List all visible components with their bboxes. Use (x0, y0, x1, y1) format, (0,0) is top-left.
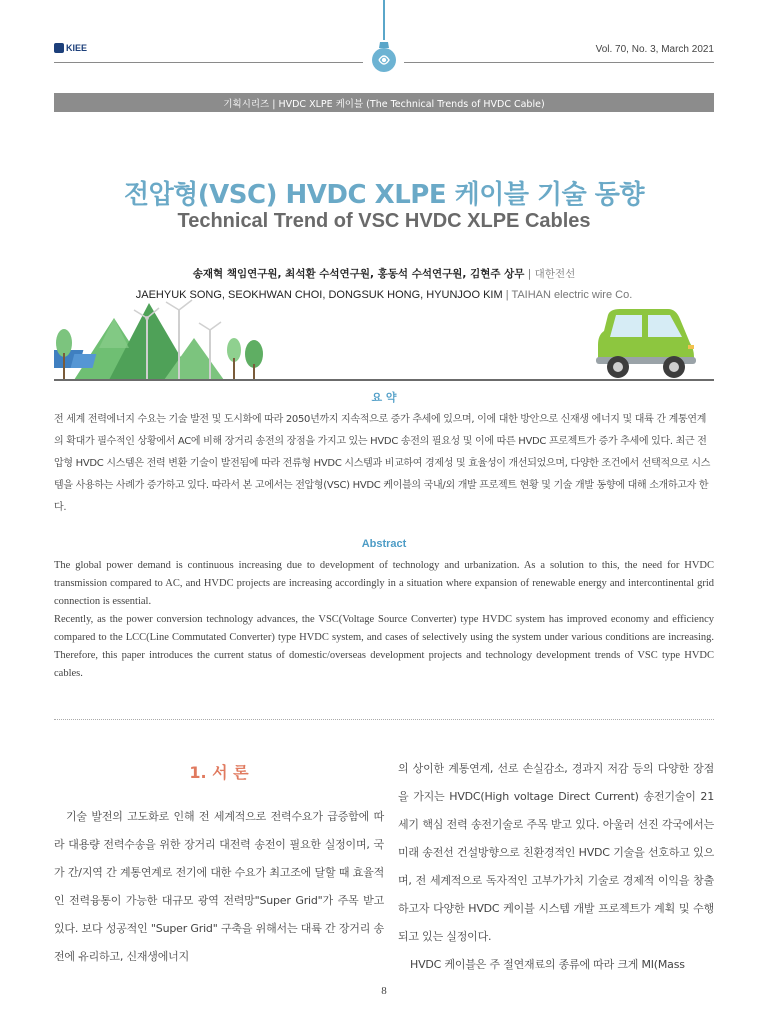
abstract-en-heading: Abstract (361, 538, 407, 550)
electric-car-illustration (590, 305, 700, 380)
authors-english-names: JAEHYUK SONG, SEOKHWAN CHOI, DONGSUK HONG, HYUNJOO KIM (135, 289, 503, 301)
section-1-right-paragraph-2: HVDC 케이블은 주 절연재료의 종류에 따라 크게 MI(Mass (410, 958, 685, 971)
section-1-right-column (398, 755, 714, 979)
ground-rule (54, 379, 714, 381)
section-1-right-paragraph-1: 의 상이한 계통연계, 선로 손실감소, 경과지 저감 등의 다양한 장점을 가지는 HVDC(High voltage Direct Current) 송전기술이 21세기 핵심 전력 송전기술로 주목 받고 있다. 아울러 선진 각국에서는 미래 송전선 건설방향으로 친환경적인 HVDC 기술을 선호하고 있으며, 전 세계적으로 독자적인 고부가가치 기술로 경제적 이익을 창출하고자 다양한 HVDC 케이블 시스템 개발 프로젝트가 계획 및 수행되고 있는 실정이다. (398, 762, 714, 943)
kiee-logo (54, 40, 92, 56)
abstract-ko-text: 전 세계 전력에너지 수요는 기술 발전 및 도시화에 따라 2050년까지 지속적으로 증가 추세에 있으며, 이에 대한 방안으로 신재생 에너지 및 대륙 간 계통연계의 확대가 필수적인 상황에서 AC에 비해 장거리 송전의 장점을 가지고 있는 HVDC 송전의 필요성 및 이에 따른 HVDC 프로젝트가 증가 추세에 있다. 최근 전압형 HVDC 시스템은 전력 변환 기술이 발전됨에 따라 전류형 HVDC 시스템과 비교하여 경제성 및 효율성이 개선되었으며, 다양한 조건에서 선택적으로 시스템을 사용하는 사례가 증가하고 있다. 따라서 본 고에서는 전압형(VSC) HVDC 케이블의 국내/외 개발 프로젝트 현황 및 기술 개발 동향에 대해 소개하고자 한다. (54, 414, 711, 513)
kiee-logo-text: KIEE (66, 43, 88, 53)
title-korean: 전압형(VSC) HVDC XLPE 케이블 기술 동향 (123, 180, 645, 210)
renewable-energy-illustration (54, 288, 269, 380)
header-rule-left (54, 62, 363, 63)
lamp-cord (383, 0, 385, 40)
authors-english-affiliation: TAIHAN electric wire Co. (511, 289, 633, 301)
volume-info: Vol. 70, No. 3, March 2021 (595, 44, 714, 55)
series-banner: 기획시리즈 | HVDC XLPE 케이블 (The Technical Trends of HVDC Cable) (54, 93, 714, 112)
section-divider (54, 719, 714, 720)
authors-korean-affiliation: 대한전선 (534, 268, 576, 280)
section-1-left-column: 기술 발전의 고도화로 인해 전 세계적으로 전력수요가 급증함에 따라 대용량 전력수송을 위한 장거리 대전력 송전이 필요한 실정이며, 국가 간/지역 간 계통연계로 전기에 대한 수요가 최고조에 달할 때 효율적인 전력융통이 가능한 대규모 광역 전력망"Super Grid"가 주목 받고 있다. 보다 성공적인 "Super Grid" 구축을 위해서는 대륙 간 장거리 송전에 유리하고, 신재생에너지 (54, 810, 384, 963)
abstract-en-text (54, 557, 714, 683)
authors-english: JAEHYUK SONG, SEOKHWAN CHOI, DONGSUK HONG, HYUNJOO KIM | TAIHAN electric wire Co. (135, 289, 633, 301)
authors-korean: 송재혁 책임연구원, 최석환 수석연구원, 홍동석 수석연구원, 김현주 상무 | 대한전선 (192, 268, 576, 280)
kiee-logo-mark (54, 43, 64, 53)
abstract-en-paragraph-2: Recently, as the power conversion technology advances, the VSC(Voltage Source Converter) type HVDC system has improved economy and efficiency compared to the LCC(Line Commutated Converter) type HVDC system, and cases of selectively using the system under various conditions are increasing. Therefore, this paper introduces the current status of domestic/overseas development projects and technology development trends of VSC type HVDC cables. (54, 614, 714, 679)
authors-korean-names: 송재혁 책임연구원, 최석환 수석연구원, 홍동석 수석연구원, 김현주 상무 (192, 268, 525, 280)
section-1-heading: 1. 서 론 (189, 763, 249, 782)
abstract-ko-heading: 요 약 (371, 391, 397, 404)
abstract-en-paragraph-1: The global power demand is continuous increasing due to development of technology and urbanization. As a solution to this, the need for HVDC transmission compared to AC, and HVDC projects are increasing accordingly in a situation where expansion of renewable energy and intercontinental grid connection is essential. (54, 560, 714, 607)
header-rule-right (404, 62, 714, 63)
page-number: 8 (381, 985, 387, 997)
title-english: Technical Trend of VSC HVDC XLPE Cables (177, 210, 591, 232)
lightbulb-icon (369, 40, 399, 76)
